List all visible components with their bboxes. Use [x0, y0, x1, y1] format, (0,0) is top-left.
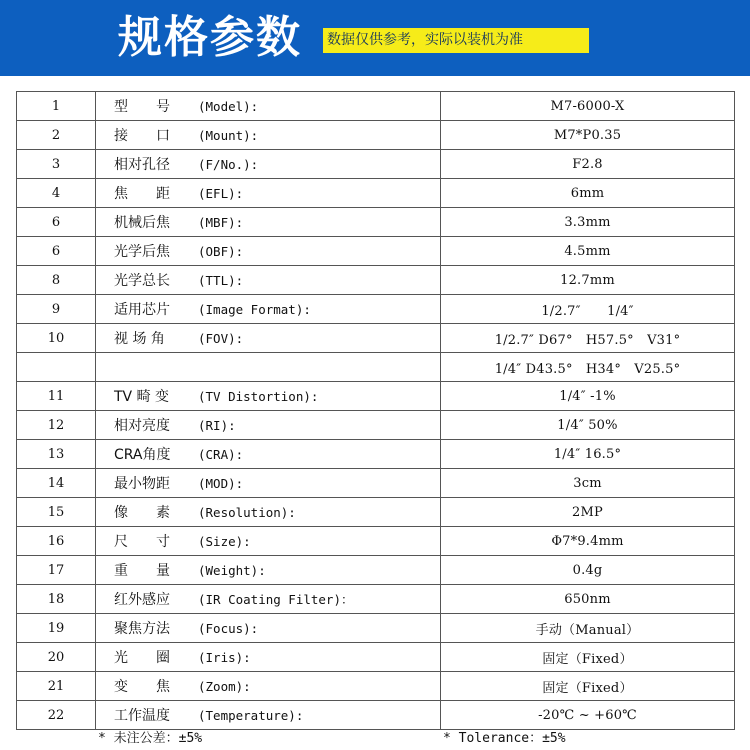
parameter-name-cn: 焦 距 — [114, 186, 170, 202]
table-row — [17, 498, 735, 527]
parameter-name-en: (Focus): — [198, 621, 259, 636]
table-row — [17, 237, 735, 266]
header-banner — [0, 0, 750, 76]
parameter-name — [96, 208, 441, 237]
parameter-name — [96, 701, 441, 730]
parameter-name-en: (Model): — [198, 99, 259, 114]
page-title: 规格参数 — [118, 12, 302, 63]
table-row — [17, 643, 735, 672]
parameter-name-en: (F/No.): — [198, 157, 259, 172]
parameter-value-text: -20℃ ~ +60℃ — [538, 707, 637, 723]
parameter-name — [96, 266, 441, 295]
parameter-name — [96, 324, 441, 353]
parameter-name-en: (TV Distortion): — [198, 389, 319, 404]
row-number: 9 — [17, 295, 96, 324]
parameter-value — [441, 556, 735, 585]
table-row — [17, 382, 735, 411]
parameter-name — [96, 556, 441, 585]
table-row — [17, 556, 735, 585]
row-number: 20 — [17, 643, 96, 672]
parameter-value — [441, 179, 735, 208]
table-row — [17, 672, 735, 701]
table-row — [17, 411, 735, 440]
row-number: 8 — [17, 266, 96, 295]
table-row — [17, 295, 735, 324]
parameter-value — [441, 701, 735, 730]
row-number: 13 — [17, 440, 96, 469]
parameter-value — [441, 92, 735, 121]
parameter-name — [96, 295, 441, 324]
parameter-name-cn: 接 口 — [114, 128, 170, 144]
table-row — [17, 440, 735, 469]
parameter-name-cn: 光 圈 — [114, 650, 170, 666]
parameter-name-en: (MBF): — [198, 215, 244, 230]
parameter-name-en: (CRA): — [198, 447, 244, 462]
parameter-name-en: (FOV): — [198, 331, 244, 346]
parameter-value-text: Φ7*9.4mm — [551, 533, 624, 549]
parameter-value — [441, 150, 735, 179]
parameter-value — [441, 614, 735, 643]
parameter-name — [96, 440, 441, 469]
table-row — [17, 92, 735, 121]
parameter-value — [441, 672, 735, 701]
parameter-name-cn: CRA角度 — [114, 447, 171, 463]
parameter-name-en: (IR Coating Filter)： — [198, 592, 354, 607]
parameter-name-cn: 相对孔径 — [114, 157, 170, 173]
parameter-value-text: F2.8 — [572, 156, 603, 172]
parameter-value-text: 1/2.7″ 1/4″ — [541, 303, 634, 319]
parameter-value — [441, 585, 735, 614]
parameter-name-cn: 光学后焦 — [114, 244, 170, 260]
row-number: 15 — [17, 498, 96, 527]
parameter-value — [441, 353, 735, 382]
tolerance-note-en: * Tolerance：±5% — [443, 731, 566, 746]
table-row — [17, 121, 735, 150]
parameter-value-text: M7-6000-X — [550, 98, 625, 114]
parameter-value — [441, 382, 735, 411]
parameter-value — [441, 295, 735, 324]
parameter-value-text: 1/4″ D43.5° H34° V25.5° — [494, 361, 681, 377]
parameter-value-text: 3.3mm — [564, 214, 611, 230]
parameter-name-cn: 像 素 — [114, 505, 170, 521]
parameter-value-text: 1/4″ 50% — [557, 417, 618, 433]
parameter-name-en: (RI): — [198, 418, 236, 433]
parameter-value — [441, 266, 735, 295]
row-number — [17, 353, 96, 382]
parameter-name — [96, 179, 441, 208]
parameter-value-text: 6mm — [570, 185, 605, 201]
parameter-value — [441, 440, 735, 469]
parameter-value — [441, 498, 735, 527]
parameter-value — [441, 324, 735, 353]
parameter-name — [96, 382, 441, 411]
parameter-name-en: (EFL): — [198, 186, 244, 201]
parameter-name-cn: 工作温度 — [114, 708, 170, 724]
row-number: 19 — [17, 614, 96, 643]
parameter-value-text: M7*P0.35 — [553, 127, 622, 143]
parameter-value-text: 12.7mm — [560, 272, 615, 288]
table-row — [17, 179, 735, 208]
parameter-value-text: 手动（Manual） — [535, 622, 640, 638]
parameter-name-cn: 视 场 角 — [114, 331, 165, 347]
row-number: 2 — [17, 121, 96, 150]
row-number: 17 — [17, 556, 96, 585]
parameter-name-cn: 型 号 — [114, 99, 170, 115]
parameter-value-text: 650nm — [564, 591, 611, 607]
parameter-name — [96, 585, 441, 614]
parameter-name-en: (Iris): — [198, 650, 251, 665]
parameter-name — [96, 353, 441, 382]
row-number: 3 — [17, 150, 96, 179]
row-number: 14 — [17, 469, 96, 498]
parameter-name — [96, 121, 441, 150]
parameter-name — [96, 643, 441, 672]
parameter-name-cn: 尺 寸 — [114, 534, 170, 550]
parameter-value — [441, 121, 735, 150]
parameter-name-cn: 相对亮度 — [114, 418, 170, 434]
parameter-name-en: (OBF): — [198, 244, 244, 259]
parameter-value — [441, 237, 735, 266]
row-number: 22 — [17, 701, 96, 730]
parameter-name-en: (Image Format): — [198, 302, 311, 317]
table-row — [17, 701, 735, 730]
row-number: 18 — [17, 585, 96, 614]
parameter-value-text: 1/2.7″ D67° H57.5° V31° — [494, 332, 681, 348]
parameter-name — [96, 237, 441, 266]
parameter-value — [441, 411, 735, 440]
parameter-value — [441, 469, 735, 498]
parameter-name-en: (Mount): — [198, 128, 259, 143]
parameter-value — [441, 208, 735, 237]
parameter-name-en: (Weight): — [198, 563, 266, 578]
parameter-name-cn: 机械后焦 — [114, 215, 170, 231]
table-row — [17, 469, 735, 498]
row-number: 1 — [17, 92, 96, 121]
row-number: 21 — [17, 672, 96, 701]
table-row — [17, 150, 735, 179]
parameter-name — [96, 672, 441, 701]
row-number: 12 — [17, 411, 96, 440]
row-number: 4 — [17, 179, 96, 208]
parameter-name — [96, 150, 441, 179]
parameter-name — [96, 614, 441, 643]
parameter-value-text: 4.5mm — [564, 243, 611, 259]
parameter-value — [441, 643, 735, 672]
parameter-name-en: (Temperature): — [198, 708, 304, 723]
parameter-name-cn: TV 畸 变 — [114, 389, 170, 405]
parameter-value-text: 固定（Fixed） — [542, 651, 633, 667]
parameter-name — [96, 92, 441, 121]
parameter-name-cn: 聚焦方法 — [114, 621, 170, 637]
parameter-value — [441, 527, 735, 556]
parameter-name-en: (TTL): — [198, 273, 244, 288]
table-row — [17, 585, 735, 614]
table-row — [17, 353, 735, 382]
parameter-value-text: 1/4″ 16.5° — [553, 446, 622, 462]
tolerance-note-cn: * 未注公差：±5% — [98, 731, 203, 746]
disclaimer-badge: 数据仅供参考，实际以装机为准 — [323, 28, 589, 53]
spec-table-body — [17, 92, 735, 730]
row-number: 6 — [17, 237, 96, 266]
table-row — [17, 208, 735, 237]
table-row — [17, 266, 735, 295]
parameter-value-text: 3cm — [573, 475, 602, 491]
parameter-name-cn: 最小物距 — [114, 476, 170, 492]
parameter-name-cn: 光学总长 — [114, 273, 170, 289]
parameter-name — [96, 498, 441, 527]
parameter-name-cn: 适用芯片 — [114, 302, 170, 318]
parameter-name — [96, 411, 441, 440]
table-row — [17, 614, 735, 643]
row-number: 16 — [17, 527, 96, 556]
parameter-value-text: 固定（Fixed） — [542, 680, 633, 696]
parameter-value-text: 2MP — [572, 504, 603, 520]
parameter-value-text: 1/4″ -1% — [559, 388, 616, 404]
parameter-name-cn: 红外感应 — [114, 592, 170, 608]
row-number: 11 — [17, 382, 96, 411]
parameter-value-text: 0.4g — [572, 562, 603, 578]
row-number: 6 — [17, 208, 96, 237]
table-row — [17, 527, 735, 556]
parameter-name-en: (Size): — [198, 534, 251, 549]
table-row — [17, 324, 735, 353]
parameter-name-cn: 重 量 — [114, 563, 170, 579]
parameter-name-cn: 变 焦 — [114, 679, 170, 695]
parameter-name-en: (Resolution): — [198, 505, 296, 520]
parameter-name — [96, 469, 441, 498]
spec-table — [16, 91, 735, 730]
parameter-name-en: (Zoom): — [198, 679, 251, 694]
parameter-name — [96, 527, 441, 556]
row-number: 10 — [17, 324, 96, 353]
parameter-name-en: (MOD): — [198, 476, 244, 491]
